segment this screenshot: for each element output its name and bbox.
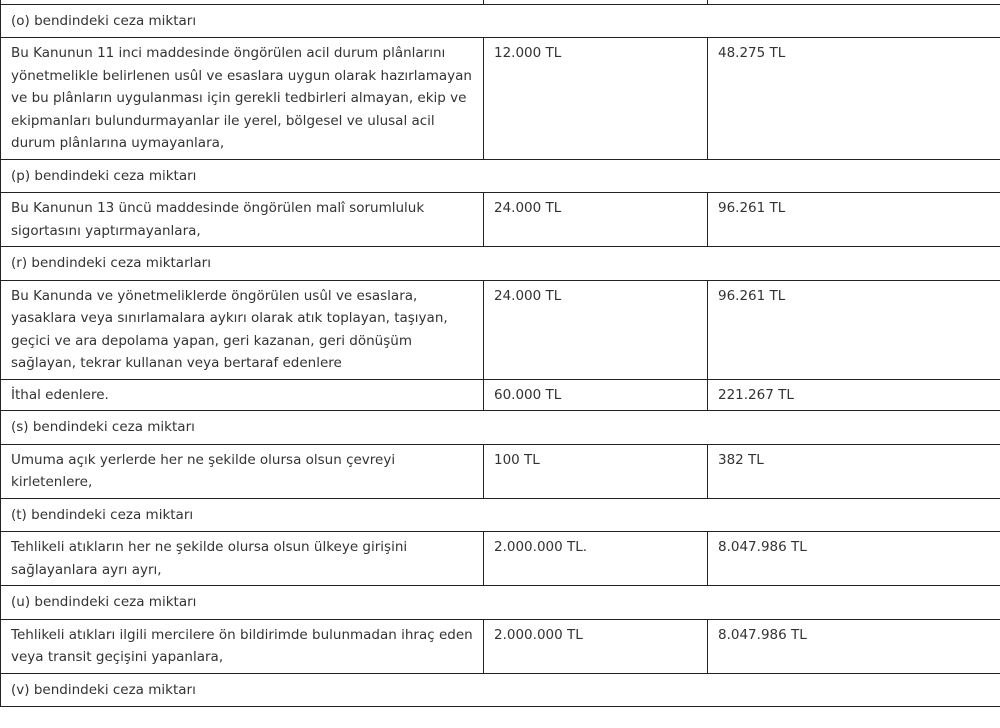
description-cell: Tehlikeli atıkları ilgili mercilere ön bildirimde bulunmadan ihraç eden veya transit geçişini yapanlara, [1,619,484,673]
table-row [1,379,1000,411]
section-header-cell: (v) bendindeki ceza miktarı [1,673,1000,707]
section-header-row [1,247,1000,281]
description-cell: İthal edenlere. [1,379,484,411]
table-row [1,532,1000,586]
amount-old-cell: 2.000.000 TL. [484,532,708,586]
amount-new-cell: 96.261 TL [708,280,1000,379]
description-cell: Tehlikeli atıkların her ne şekilde olursa olsun ülkeye girişini sağlayanlara ayrı ayrı, [1,532,484,586]
description-cell: Bu Kanunda ve yönetmeliklerde öngörülen usûl ve esaslara, yasaklara veya sınırlamalara aykırı olarak atık toplayan, taşıyan, geçici ve ara depolama yapan, geri kazanan, geri dönüşüm sağlayan, tekrar kullanan veya bertaraf edenlere [1,280,484,379]
amount-new-cell: 96.261 TL [708,193,1000,247]
section-header-row [1,411,1000,445]
amount-old-cell: 12.000 TL [484,38,708,160]
section-header-row [1,586,1000,620]
amount-new-cell: 8.047.986 TL [708,532,1000,586]
amount-new-cell: 8.047.986 TL [708,619,1000,673]
table-row [1,193,1000,247]
description-cell: Umuma açık yerlerde her ne şekilde olursa olsun çevreyi kirletenlere, [1,444,484,498]
fines-table-body [1,0,1000,707]
amount-old-cell: 60.000 TL [484,379,708,411]
section-header-cell: (p) bendindeki ceza miktarı [1,159,1000,193]
table-row [1,444,1000,498]
section-header-cell: (u) bendindeki ceza miktarı [1,586,1000,620]
section-header-row [1,4,1000,38]
section-header-cell: (s) bendindeki ceza miktarı [1,411,1000,445]
section-header-cell: (r) bendindeki ceza miktarları [1,247,1000,281]
amount-new-cell: 382 TL [708,444,1000,498]
amount-new-cell: 48.275 TL [708,38,1000,160]
amount-old-cell: 2.000.000 TL [484,619,708,673]
section-header-cell: (t) bendindeki ceza miktarı [1,498,1000,532]
section-header-row [1,673,1000,707]
description-cell: Bu Kanunun 11 inci maddesinde öngörülen acil durum plânlarını yönetmelikle belirlenen usûl ve esaslara uygun olarak hazırlamayan ve bu plânların uygulanması için gerekli tedbirleri almayan, ekip ve ekipmanları bulundurmayanlar ile yerel, bölgesel ve ulusal acil durum plânlarına uymayanlara, [1,38,484,160]
description-cell: Bu Kanunun 13 üncü maddesinde öngörülen malî sorumluluk sigortasını yaptırmayanlara, [1,193,484,247]
section-header-row [1,498,1000,532]
table-row [1,619,1000,673]
table-row [1,280,1000,379]
section-header-cell: (o) bendindeki ceza miktarı [1,4,1000,38]
amount-old-cell: 24.000 TL [484,280,708,379]
amount-new-cell: 221.267 TL [708,379,1000,411]
amount-old-cell: 100 TL [484,444,708,498]
amount-old-cell: 24.000 TL [484,193,708,247]
section-header-row [1,159,1000,193]
table-row [1,38,1000,160]
